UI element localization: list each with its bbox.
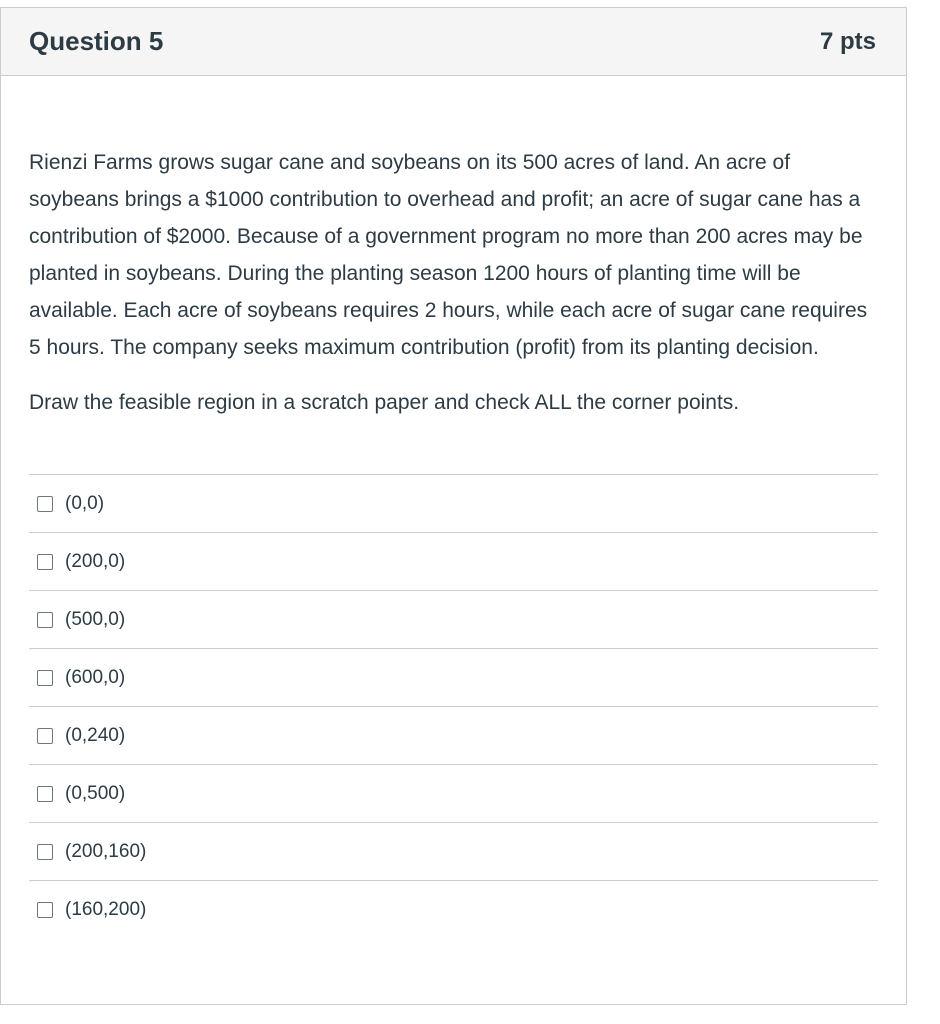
question-card <box>0 7 907 1005</box>
question-header <box>1 8 906 76</box>
answer-option[interactable] <box>29 475 878 533</box>
answer-checkbox[interactable] <box>37 844 53 860</box>
question-body <box>1 144 906 938</box>
answer-checkbox[interactable] <box>37 554 53 570</box>
answer-checkbox[interactable] <box>37 902 53 918</box>
answer-label: (0,500) <box>65 782 126 804</box>
answer-label: (200,160) <box>65 840 147 862</box>
answer-option[interactable] <box>29 533 878 591</box>
question-points: 7 pts <box>819 27 876 55</box>
answer-label: (200,0) <box>65 550 126 572</box>
answer-option[interactable] <box>29 765 878 823</box>
question-instruction: Draw the feasible region in a scratch paper and check ALL the corner points. <box>29 391 740 414</box>
answer-option[interactable] <box>29 881 878 938</box>
answer-label: (500,0) <box>65 608 126 630</box>
answer-option[interactable] <box>29 823 878 881</box>
answer-checkbox[interactable] <box>37 612 53 628</box>
answer-checkbox[interactable] <box>37 496 53 512</box>
question-text: Rienzi Farms grows sugar cane and soybeans on its 500 acres of land. An acre of soybeans brings a $1000 contribution to overhead and profit; an acre of sugar cane has a contribution of $2000. Because of a government program no more than 200 acres may be planted in soybeans. During the planting season 1200 hours of planting time will be available. Each acre of soybeans requires 2 hours, while each acre of sugar cane requires 5 hours. The company seeks maximum contribution (profit) from its planting decision. <box>29 151 868 359</box>
answer-option[interactable] <box>29 707 878 765</box>
answer-list <box>29 474 878 938</box>
answer-option[interactable] <box>29 649 878 707</box>
answer-label: (160,200) <box>65 898 147 920</box>
answer-label: (0,240) <box>65 724 126 746</box>
answer-checkbox[interactable] <box>37 786 53 802</box>
answer-option[interactable] <box>29 591 878 649</box>
question-title: Question 5 <box>29 26 164 56</box>
answer-label: (600,0) <box>65 666 126 688</box>
answer-checkbox[interactable] <box>37 670 53 686</box>
answer-checkbox[interactable] <box>37 728 53 744</box>
answer-label: (0,0) <box>65 492 105 514</box>
